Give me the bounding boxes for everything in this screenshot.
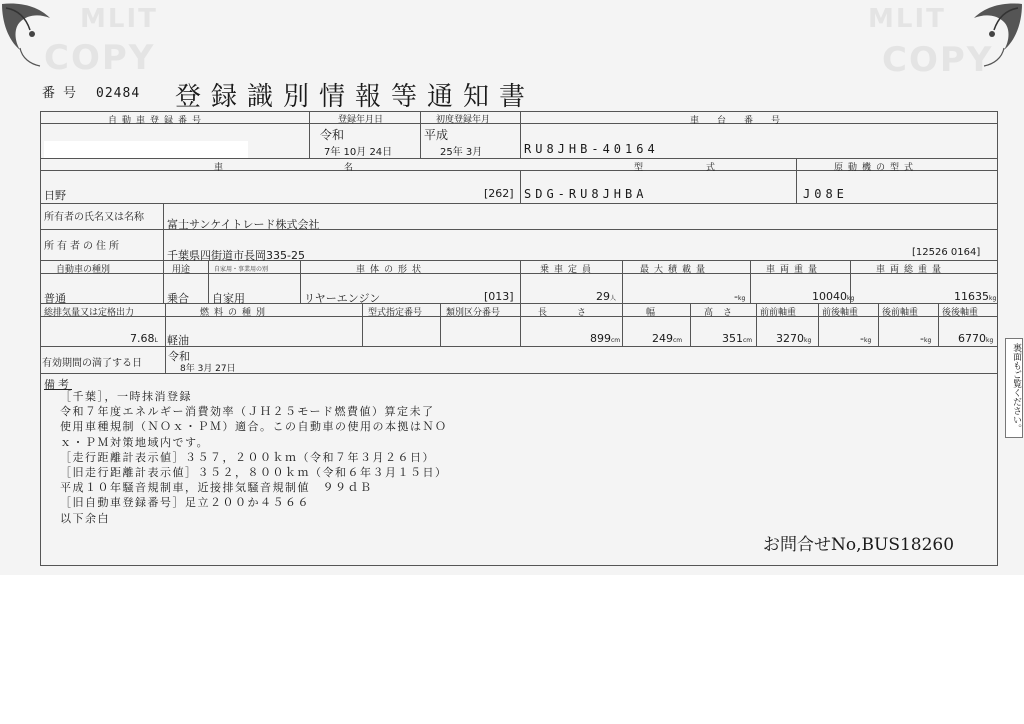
- header-model-shiki: 式: [706, 163, 721, 173]
- maker-name: 日野: [44, 189, 66, 202]
- header-vehicle-type: 自動車の種別: [56, 265, 111, 275]
- remarks-line: ［旧走行距離計表示値］３５２，８００ｋｍ（令和６年３月１５日）: [60, 466, 448, 480]
- header-length: 長さ: [538, 308, 617, 318]
- corner-ornament-right-icon: [954, 0, 1024, 70]
- rr-axle-value: [958, 332, 993, 345]
- gross-weight-number: 11635: [954, 290, 989, 303]
- max-load-unit: kg: [737, 295, 746, 302]
- remarks-line: ［旧自動車登録番号］足立２００か４５６６: [60, 496, 310, 510]
- max-load-number: -: [734, 290, 738, 303]
- col-divider: [796, 158, 797, 203]
- remarks-line: ｘ・ＰＭ対策地域内です。: [60, 435, 210, 449]
- remarks-line: 平成１０年騒音規制車，近接排気騒音規制値 ９９ｄＢ: [60, 481, 373, 495]
- gross-weight-unit: kg: [989, 295, 997, 302]
- col-divider: [165, 346, 166, 373]
- header-chassis: 車台番号: [690, 116, 799, 126]
- watermark-mlit-right: MLIT: [868, 4, 946, 34]
- rr-axle-number: 6770: [958, 332, 986, 345]
- col-divider: [938, 303, 939, 346]
- rf-axle-unit: kg: [923, 337, 932, 344]
- watermark-mlit-left: MLIT: [80, 4, 158, 34]
- header-max-load: 最大積載量: [640, 265, 711, 275]
- remarks-line: 令和７年度エネルギー消費効率（ＪＨ２５モード燃費値）算定未了: [60, 405, 435, 419]
- col-divider: [208, 260, 209, 303]
- col-divider: [163, 203, 164, 260]
- header-reg-date: 登録年月日: [338, 115, 384, 125]
- body-shape: リヤーエンジン: [304, 292, 381, 305]
- fr-axle-value: [860, 332, 871, 345]
- displacement-number: 7.68: [130, 332, 155, 345]
- col-divider: [362, 303, 363, 346]
- reg-era: 令和: [320, 128, 345, 142]
- remarks-line: ［千葉］，一時抹消登録: [60, 390, 192, 403]
- width-number: 249: [652, 332, 673, 345]
- row-divider: [40, 203, 998, 204]
- use: 乗合: [167, 292, 189, 305]
- see-reverse-note: 裏面もご覧ください。: [1005, 338, 1023, 438]
- document-number-value: 02484: [96, 86, 141, 101]
- col-divider: [750, 260, 751, 303]
- remarks-line: 以下余白: [60, 511, 110, 525]
- header-rr-axle: 後後軸重: [942, 308, 979, 318]
- rf-axle-number: -: [920, 332, 924, 345]
- height-value: [722, 332, 752, 345]
- remarks-line: ［走行距離計表示値］３５７，２００ｋｍ（令和７年３月２６日）: [60, 450, 435, 464]
- col-divider: [520, 170, 521, 203]
- header-capacity: 乗車定員: [540, 265, 597, 275]
- fuel-type: 軽油: [167, 334, 189, 347]
- first-reg-date: 25年 3月: [440, 147, 483, 158]
- header-model-kata: 型: [634, 163, 649, 173]
- engine-model: J08E: [803, 187, 848, 201]
- corner-ornament-left-icon: [0, 0, 70, 70]
- displacement-value: [130, 332, 158, 345]
- header-first-reg: 初度登録年月: [436, 115, 491, 125]
- owner-address: 千葉県四街道市長岡335-25: [167, 249, 305, 262]
- header-type-cert: 型式指定番号: [368, 308, 423, 318]
- col-divider: [520, 303, 521, 346]
- header-ff-axle: 前前軸重: [760, 308, 797, 318]
- fr-axle-number: -: [860, 332, 864, 345]
- col-divider: [622, 303, 623, 346]
- header-reg-no: 自動車登録番号: [108, 116, 207, 126]
- inquiry-number: お問合せNo,BUS18260: [763, 535, 955, 555]
- use-sub: 自家用: [212, 292, 245, 305]
- document-number: [42, 82, 140, 101]
- header-engine-model: 原動機の型式: [834, 163, 919, 173]
- ff-axle-number: 3270: [776, 332, 804, 345]
- expiry-date: 8年 3月 27日: [180, 364, 236, 374]
- col-divider: [440, 303, 441, 346]
- header-remarks: 備考: [44, 378, 72, 391]
- first-reg-era: 平成: [424, 128, 449, 142]
- reg-date: 7年 10月 24日: [324, 147, 393, 158]
- header-name: 名: [344, 163, 359, 173]
- capacity-number: 29: [596, 290, 610, 303]
- col-divider: [520, 260, 521, 303]
- header-car: 車: [214, 163, 229, 173]
- remarks-line: 使用車種規制（ＮＯｘ・ＰＭ）適合。この自動車の使用の本拠はＮＯ: [60, 420, 448, 434]
- watermark-copy-left: COPY: [44, 38, 156, 78]
- capacity-unit: 人: [610, 295, 617, 302]
- max-load-value: [734, 290, 745, 303]
- header-displacement: 総排気量又は定格出力: [44, 308, 135, 318]
- col-divider: [520, 111, 521, 158]
- vehicle-weight-unit: kg: [847, 295, 855, 302]
- header-width: 幅: [646, 308, 661, 318]
- col-divider: [309, 111, 310, 158]
- col-divider: [622, 260, 623, 303]
- header-expiry: 有効期間の満了する日: [42, 358, 142, 369]
- col-divider: [165, 303, 166, 346]
- chassis-number: RU8JHB-40164: [524, 142, 659, 156]
- rf-axle-value: [920, 332, 931, 345]
- rr-axle-unit: kg: [986, 337, 994, 344]
- redacted-registration-number: [44, 141, 248, 158]
- col-divider: [300, 260, 301, 303]
- col-divider: [818, 303, 819, 346]
- owner-name: 富士サンケイトレード株式会社: [167, 218, 320, 231]
- header-gross-weight: 車両総重量: [876, 265, 947, 275]
- length-unit: cm: [611, 337, 621, 344]
- body-code: [013]: [484, 290, 514, 303]
- expiry-era: 令和: [168, 350, 190, 363]
- header-owner-address: 所有者の住所: [44, 241, 122, 252]
- col-divider: [756, 303, 757, 346]
- header-owner-name: 所有者の氏名又は名称: [44, 212, 144, 223]
- header-fuel: 燃料の種別: [200, 308, 271, 318]
- vehicle-type: 普通: [44, 292, 66, 305]
- ff-axle-unit: kg: [804, 337, 812, 344]
- header-category-no: 類別区分番号: [446, 308, 501, 318]
- width-value: [652, 332, 682, 345]
- ff-axle-value: [776, 332, 811, 345]
- length-number: 899: [590, 332, 611, 345]
- width-unit: cm: [673, 337, 683, 344]
- col-divider: [878, 303, 879, 346]
- height-number: 351: [722, 332, 743, 345]
- col-divider: [420, 111, 421, 158]
- model-type: SDG-RU8JHBA: [524, 187, 648, 201]
- displacement-unit: L: [154, 337, 158, 344]
- header-rf-axle: 後前軸重: [882, 308, 919, 318]
- address-code: [12526 0164]: [912, 247, 981, 258]
- gross-weight-value: [954, 290, 996, 303]
- model-code: [262]: [484, 187, 514, 200]
- watermark-copy-right: COPY: [882, 40, 994, 80]
- fr-axle-unit: kg: [863, 337, 872, 344]
- header-height: 高さ: [704, 308, 743, 318]
- row-divider: [40, 158, 998, 159]
- document-title: 登録識別情報等通知書: [175, 82, 536, 112]
- document-number-label: 番号: [42, 86, 85, 101]
- height-unit: cm: [743, 337, 753, 344]
- vehicle-weight-number: 10040: [812, 290, 847, 303]
- length-value: [590, 332, 620, 345]
- header-use: 用途: [172, 265, 191, 275]
- header-use-sub: 自家用・事業用の別: [214, 266, 269, 273]
- col-divider: [163, 260, 164, 303]
- header-fr-axle: 前後軸重: [822, 308, 859, 318]
- vehicle-weight-value: [812, 290, 854, 303]
- col-divider: [690, 303, 691, 346]
- capacity-value: [596, 290, 616, 303]
- header-body-shape: 車体の形状: [356, 265, 427, 275]
- header-vehicle-weight: 車両重量: [766, 265, 823, 275]
- remarks-block: [60, 389, 448, 526]
